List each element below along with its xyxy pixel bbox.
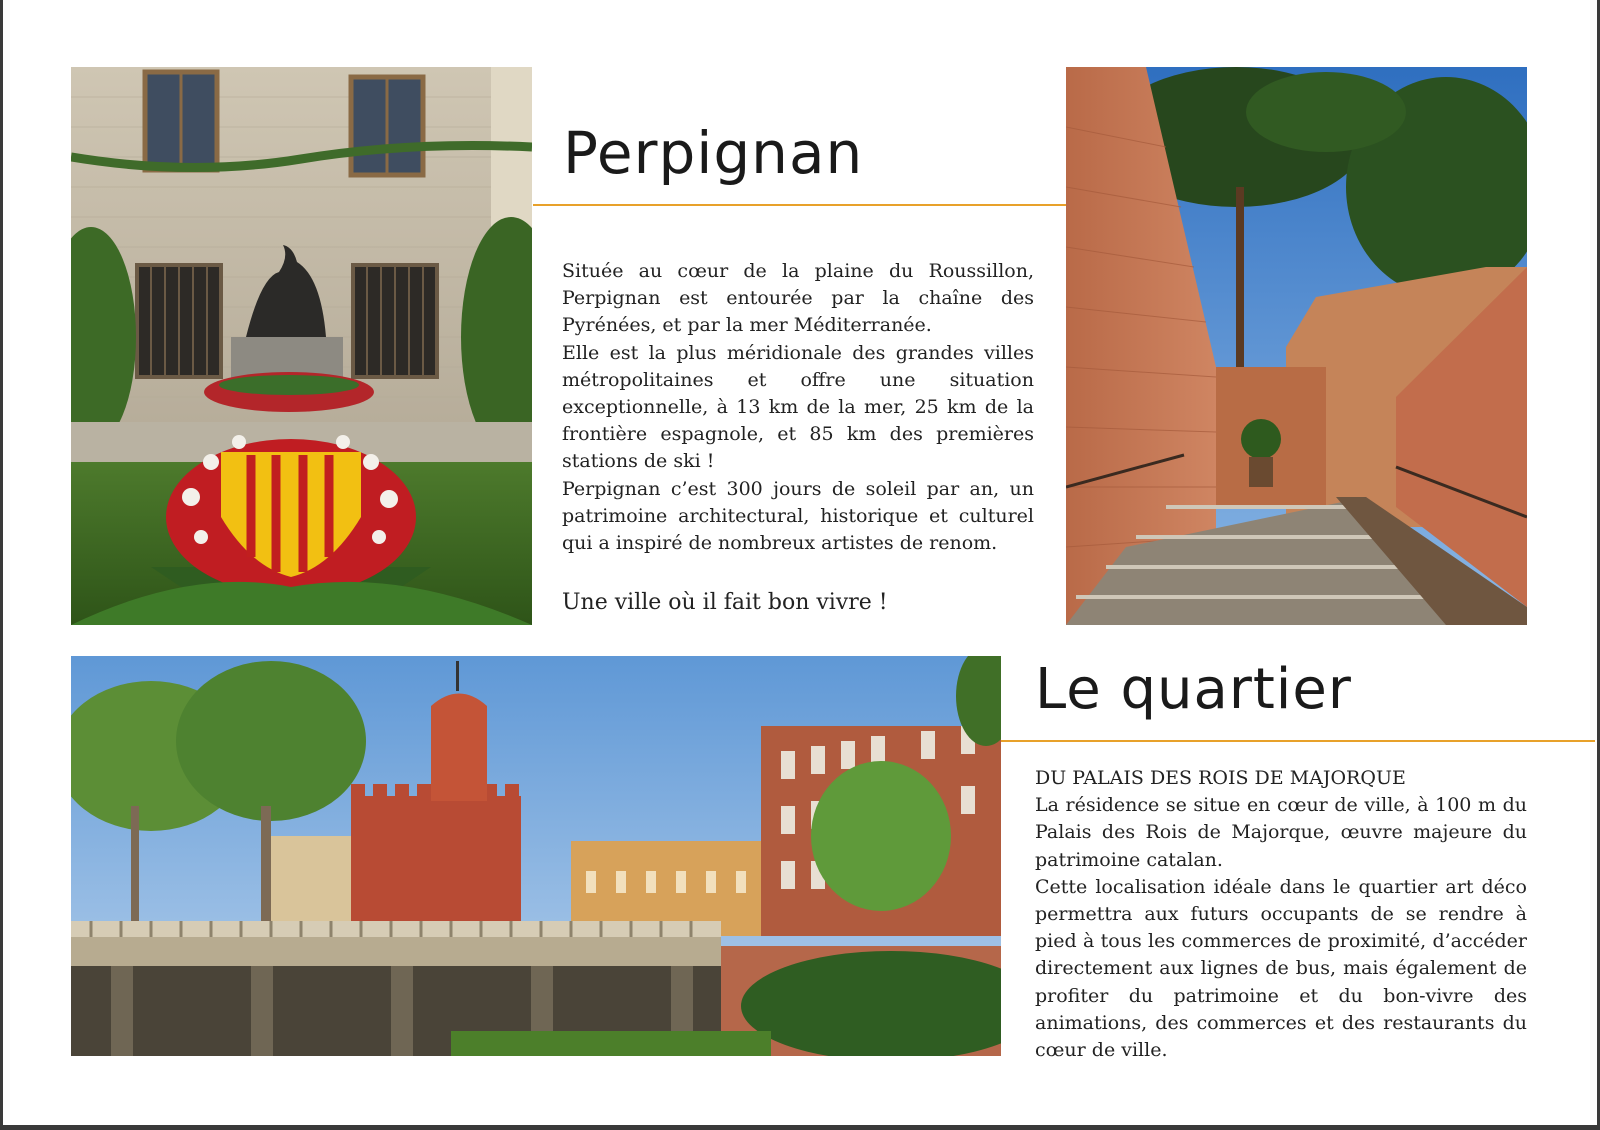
perpignan-paragraph-3: Perpignan c’est 300 jours de soleil par an, un patrimoine architectural, historique et culturel qui a inspiré de nombreux artistes de renom. xyxy=(562,477,1034,555)
quartier-paragraph-1: La résidence se situe en cœur de ville, à 100 m du Palais des Rois de Majorque, œuvre majeure du patrimoine catalan. xyxy=(1035,794,1527,871)
perpignan-description xyxy=(562,258,1034,557)
perpignan-tagline: Une ville où il fait bon vivre ! xyxy=(562,590,888,615)
monument-courtyard-photo xyxy=(71,67,532,625)
castillet-panorama-photo xyxy=(71,656,1001,1056)
section-divider-perpignan xyxy=(533,204,1108,206)
perpignan-paragraph-1: Située au cœur de la plaine du Roussillon, Perpignan est entourée par la chaîne des Pyrénées, et par la mer Méditerranée. xyxy=(562,260,1034,337)
perpignan-paragraph-2: Elle est la plus méridionale des grandes villes métropolitaines et offre une situation exceptionnelle, à 13 km de la mer, 25 km de la frontière espagnole, et 85 km des premières stations de ski ! xyxy=(562,341,1034,473)
brick-stairway-photo xyxy=(1066,67,1527,625)
quartier-paragraph-2: Cette localisation idéale dans le quartier art déco permettra aux futurs occupants de se rendre à pied à tous les commerces de proximité, d’accéder directement aux lignes de bus, mais également de profiter du patrimoine et du bon-vivre des animations, des commerces et des restaurants du cœur de ville. xyxy=(1035,875,1527,1062)
section-divider-quartier xyxy=(1001,740,1595,742)
quartier-description xyxy=(1035,765,1527,1064)
quartier-subtitle: DU PALAIS DES ROIS DE MAJORQUE xyxy=(1035,767,1406,789)
section-title-perpignan: Perpignan xyxy=(563,119,864,187)
section-title-quartier: Le quartier xyxy=(1035,657,1352,722)
